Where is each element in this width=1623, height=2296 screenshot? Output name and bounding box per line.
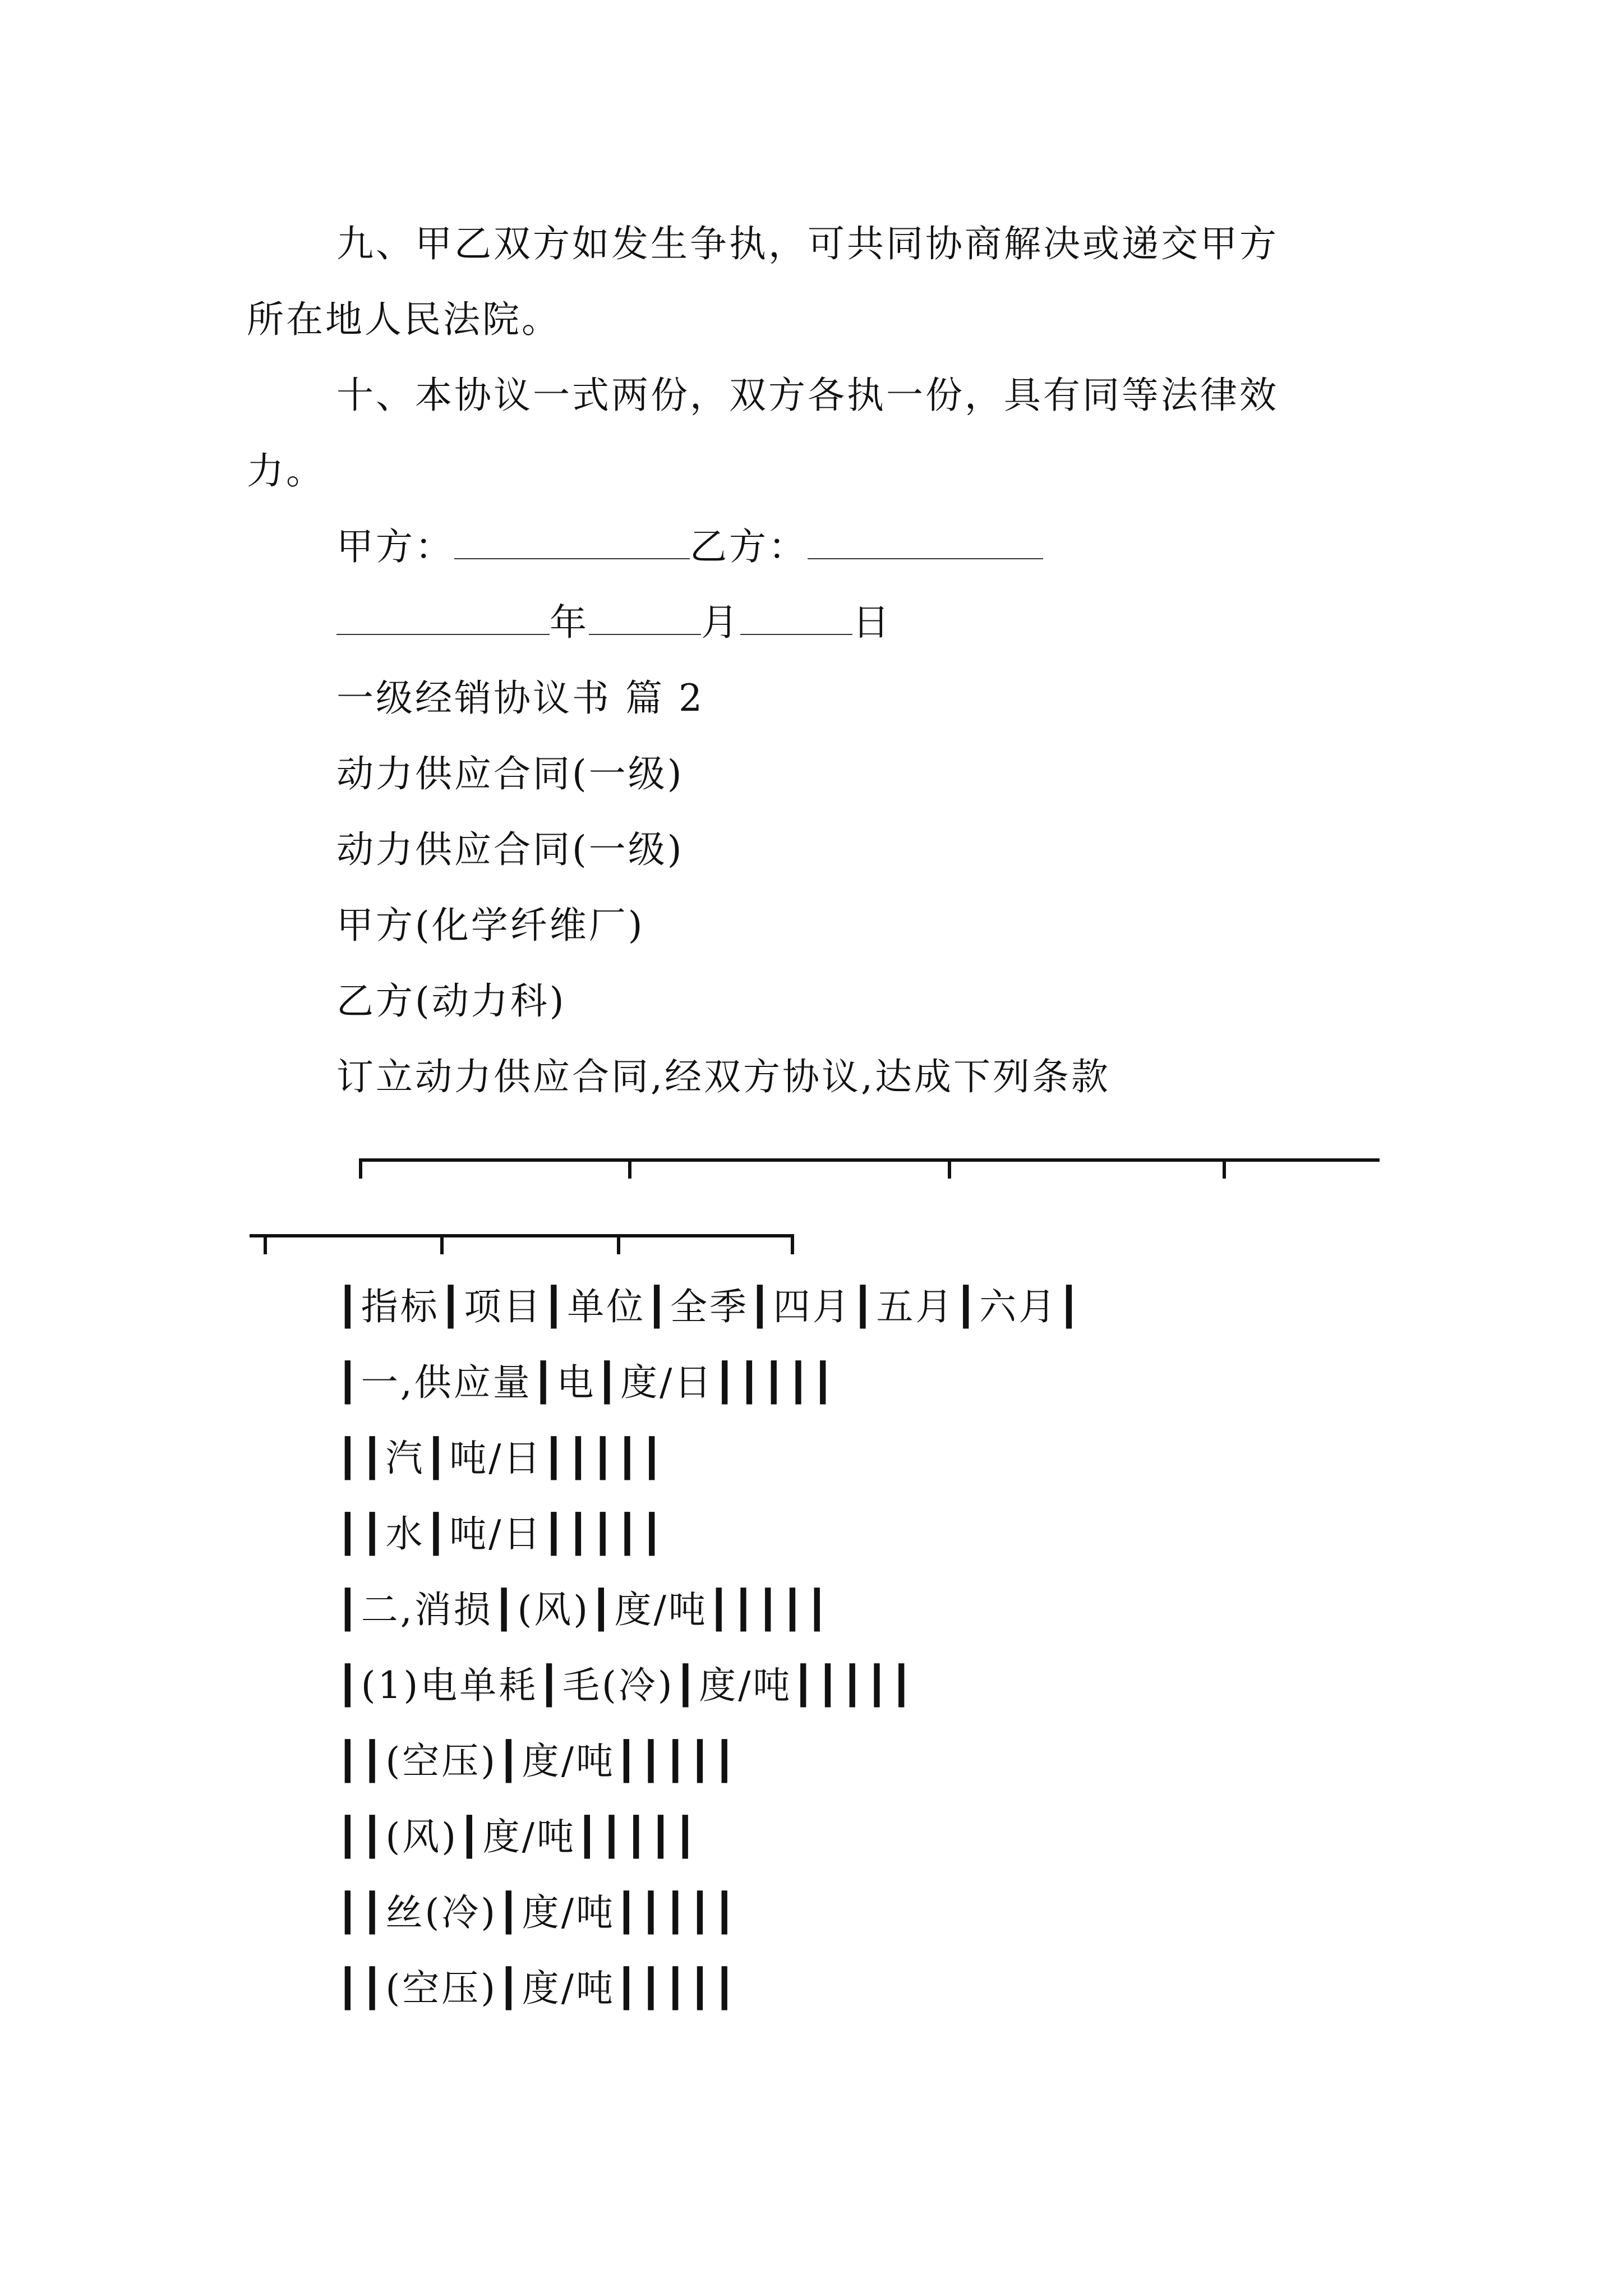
paragraph-10-line-2: 力。 [247, 449, 325, 493]
table-row: ┃二,消损┃(风)┃度/吨┃┃┃┃┃ [336, 1588, 831, 1631]
party-b-blank [808, 527, 1043, 559]
year-label: 年 [550, 601, 589, 644]
party-a-name: 甲方(化学纤维厂) [336, 904, 645, 947]
month-blank [589, 602, 701, 635]
table-row: ┃┃丝(冷)┃度/吨┃┃┃┃┃ [336, 1891, 738, 1934]
month-label: 月 [701, 601, 740, 644]
paragraph-9-line-1: 九、甲乙双方如发生争执，可共同协商解决或递交甲方 [336, 222, 1279, 265]
table-row: ┃┃(风)┃度/吨┃┃┃┃┃ [336, 1815, 699, 1858]
table-row: ┃(1)电单耗┃毛(冷)┃度/吨┃┃┃┃┃ [336, 1664, 915, 1707]
table-row: ┃┃水┃吨/日┃┃┃┃┃ [336, 1512, 666, 1556]
party-a-label: 甲方： [336, 525, 454, 568]
paragraph-9-line-2: 所在地人民法院。 [247, 298, 561, 341]
day-label: 日 [852, 601, 892, 644]
contract-title-1: 动力供应合同(一级) [336, 752, 684, 795]
party-b-name: 乙方(动力科) [336, 979, 566, 1023]
table-row: ┃一,供应量┃电┃度/日┃┃┃┃┃ [336, 1361, 837, 1404]
signature-date-line [336, 600, 1469, 645]
table-row: ┃┃(空压)┃度/吨┃┃┃┃┃ [336, 1967, 738, 2010]
table-row: ┃指标┃项目┃单位┃全季┃四月┃五月┃六月┃ [336, 1285, 1082, 1328]
paragraph-10-line-1: 十、本协议一式两份，双方各执一份，具有同等法律效 [336, 374, 1279, 417]
section-heading: 一级经销协议书 篇 2 [336, 677, 704, 720]
party-b-label: 乙方： [690, 525, 808, 568]
party-a-blank [454, 527, 690, 559]
table-row: ┃┃(空压)┃度/吨┃┃┃┃┃ [336, 1740, 738, 1783]
signature-parties-line [336, 524, 1469, 569]
day-blank [740, 602, 852, 635]
contract-intro: 订立动力供应合同,经双方协议,达成下列条款 [336, 1055, 1110, 1098]
year-blank [336, 602, 550, 635]
contract-title-2: 动力供应合同(一级) [336, 828, 684, 871]
table-row: ┃┃汽┃吨/日┃┃┃┃┃ [336, 1437, 666, 1480]
